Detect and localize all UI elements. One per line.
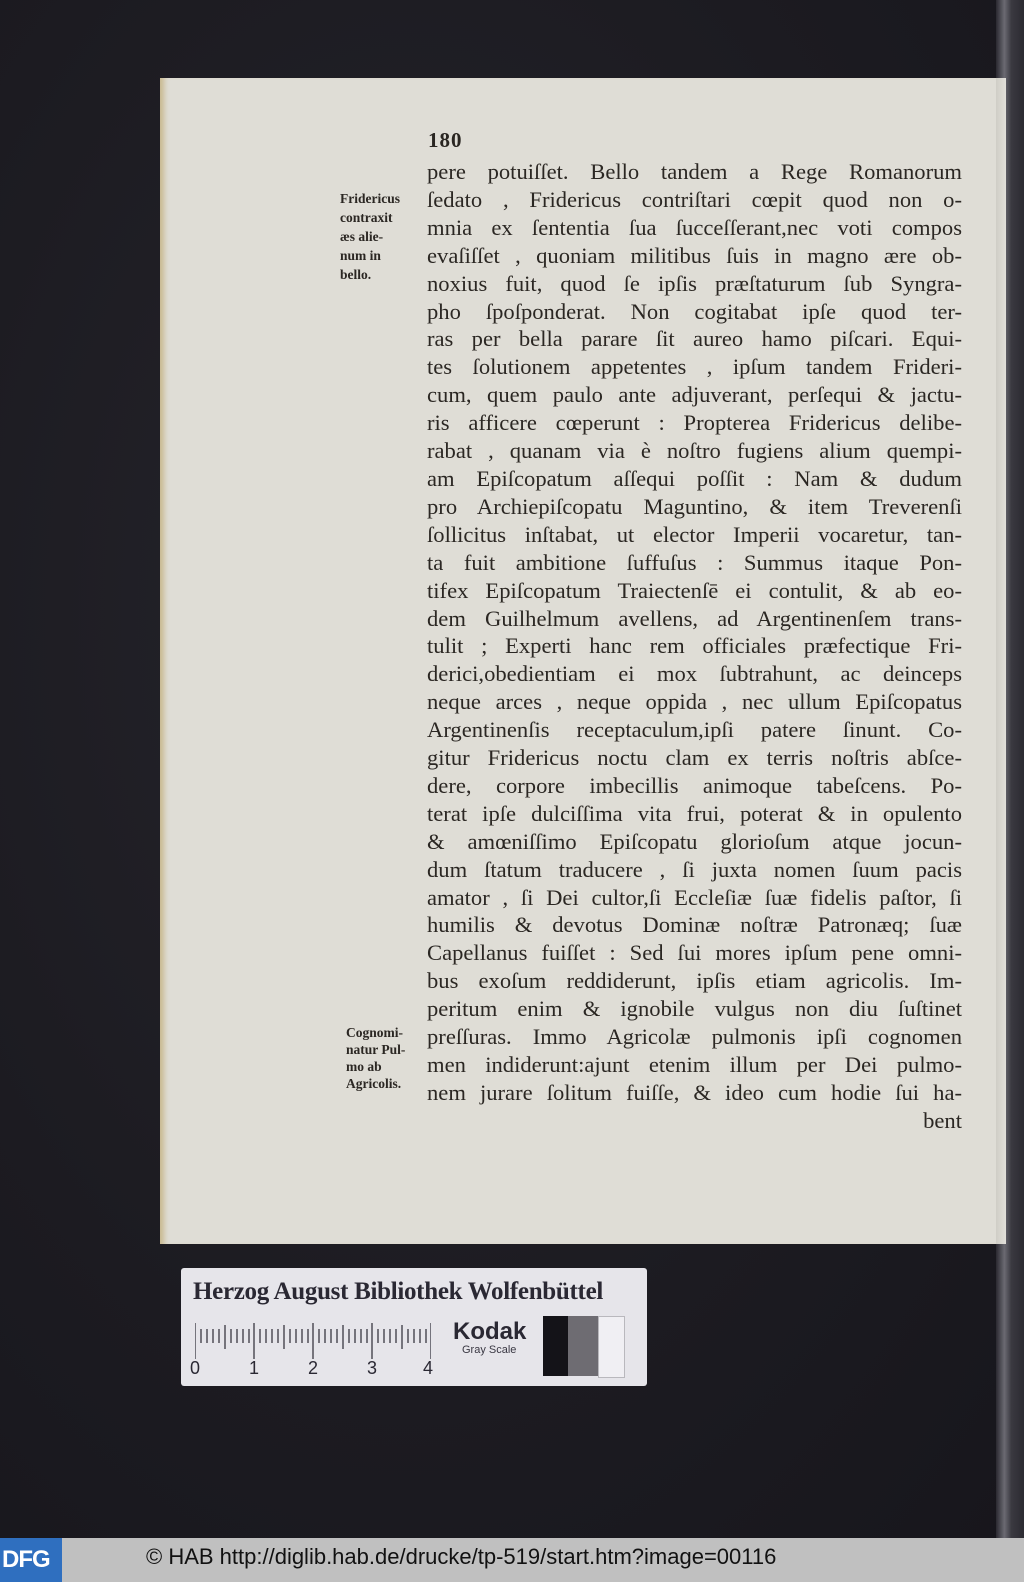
- text-line: derici,obedientiam ei mox ſubtrahunt, ac deinceps: [427, 661, 962, 687]
- text-line: pro Archiepiſcopatu Maguntino, & item Treverenſi: [427, 493, 962, 519]
- text-line: Capellanus fuiſſet : Sed ſui mores ipſum pene omni-: [427, 940, 962, 966]
- ruler-label: 4: [423, 1358, 434, 1378]
- ruler-label: 1: [249, 1358, 260, 1378]
- text-line: tifex Epiſcopatum Traiectenſē ei contulit, & ab eo-: [427, 577, 962, 603]
- ruler-label: 2: [308, 1358, 319, 1378]
- white-swatch: [598, 1316, 625, 1378]
- text-line: dere, corpore imbecillis animoque tabeſcens. Po-: [427, 772, 962, 798]
- text-line: men indiderunt:ajunt etenim illum per Dei pulmo-: [427, 1052, 962, 1077]
- marginal-line: natur Pul-: [346, 1042, 406, 1057]
- text-line: tulit ; Experti hanc rem officiales præfectique Fri-: [427, 633, 962, 659]
- marginal-line: Cognomi-: [346, 1025, 403, 1040]
- text-line: ſedato , Fridericus contriſtari cœpit quod non o-: [427, 186, 962, 212]
- text-line: ras per bella parare ſit aureo hamo piſcari. Equi-: [427, 326, 962, 352]
- text-line: ta fuit ambitione ſuffuſus : Summus itaque Pon-: [427, 549, 962, 575]
- text-line: preſſuras. Immo Agricolæ pulmonis ipſi cognomen: [427, 1024, 962, 1050]
- color-reference-card: [181, 1268, 647, 1386]
- text-line: ris afficere cœperunt : Propterea Fridericus delibe-: [427, 410, 962, 436]
- text-line: ſollicitus inſtabat, ut elector Imperii vocaretur, tan-: [427, 521, 962, 547]
- text-line: noxius fuit, quod ſe ipſis præſtaturum ſub Syngra-: [427, 270, 962, 296]
- catchword: bent: [923, 1107, 962, 1133]
- text-line: dem Guilhelmum avellens, ad Argentinenſem trans-: [427, 605, 962, 631]
- dfg-logo: DFG: [0, 1538, 62, 1582]
- gray-scale-label: Gray Scale: [462, 1344, 517, 1356]
- marginal-line: Fridericus: [340, 191, 400, 206]
- marginal-note-2: [346, 1024, 405, 1092]
- text-line: pho ſpoſponderat. Non cogitabat ipſe quod ter-: [427, 298, 962, 324]
- text-line: mnia ex ſententia ſua ſucceſſerant,nec voti compos: [427, 214, 962, 240]
- ruler-label: 0: [190, 1358, 201, 1378]
- marginal-line: contraxit: [340, 210, 393, 225]
- ruler-label: 3: [367, 1358, 378, 1378]
- text-line: nem jurare ſolitum fuiſſe, & ideo cum hodie ſui ha-: [427, 1079, 962, 1105]
- text-line: evaſiſſet , quoniam militibus ſuis in magno ære ob-: [427, 242, 962, 268]
- marginal-line: æs alie-: [340, 229, 384, 244]
- text-line: pere potuiſſet. Bello tandem a Rege Romanorum: [427, 159, 962, 184]
- copyright-link[interactable]: © HAB http://diglib.hab.de/drucke/tp-519/start.htm?image=00116: [146, 1544, 777, 1569]
- text-line: humilis & devotus Dominæ noſtræ Patronæq; ſuæ: [427, 912, 962, 938]
- black-swatch: [543, 1316, 568, 1376]
- text-line: peritum enim & ignobile vulgus non diu ſuſtinet: [427, 996, 962, 1022]
- body-text: [427, 158, 962, 1135]
- text-line: rabat , quanam via è noſtro fugiens alium quempi-: [427, 438, 962, 464]
- gray-swatch: [568, 1316, 598, 1376]
- footer-bar: [0, 1538, 1024, 1582]
- text-line: dum ſtatum traducere , ſi juxta nomen ſuum pacis: [427, 856, 962, 882]
- kodak-logo: Kodak: [453, 1318, 527, 1345]
- page-number: 180: [428, 128, 463, 152]
- marginal-line: num in: [340, 248, 381, 263]
- page-edge: [996, 78, 1006, 1244]
- marginal-line: Agricolis.: [346, 1076, 402, 1091]
- marginal-line: mo ab: [346, 1059, 382, 1074]
- marginal-note-1: [340, 189, 400, 284]
- text-line: am Epiſcopatum aſſequi poſſit : Nam & dudum: [427, 465, 962, 491]
- text-line: terat ipſe dulciſſima vita frui, poterat & in opulento: [427, 800, 962, 826]
- marginal-line: bello.: [340, 267, 372, 282]
- text-line: Argentinenſis receptaculum,ipſi patere ſinunt. Co-: [427, 717, 962, 743]
- ruler-scale-icon: [195, 1323, 431, 1363]
- text-line: amator , ſi Dei cultor,ſi Eccleſiæ ſuæ fidelis paſtor, ſi: [427, 884, 962, 910]
- library-name: Herzog August Bibliothek Wolfenbüttel: [193, 1278, 604, 1305]
- text-line: neque arces , neque oppida , nec ullum Epiſcopatus: [427, 689, 962, 715]
- text-line: gitur Fridericus noctu clam ex terris noſtris abſce-: [427, 745, 962, 771]
- text-line: bus exoſum reddiderunt, ipſis etiam agricolis. Im-: [427, 968, 962, 994]
- text-line: cum, quem paulo ante adjuverant, perſequi & jactu-: [427, 382, 962, 408]
- text-line: tes ſolutionem appetentes , ipſum tandem Frideri-: [427, 354, 962, 380]
- text-line: & amœniſſimo Epiſcopatu glorioſum atque jocun-: [427, 828, 962, 854]
